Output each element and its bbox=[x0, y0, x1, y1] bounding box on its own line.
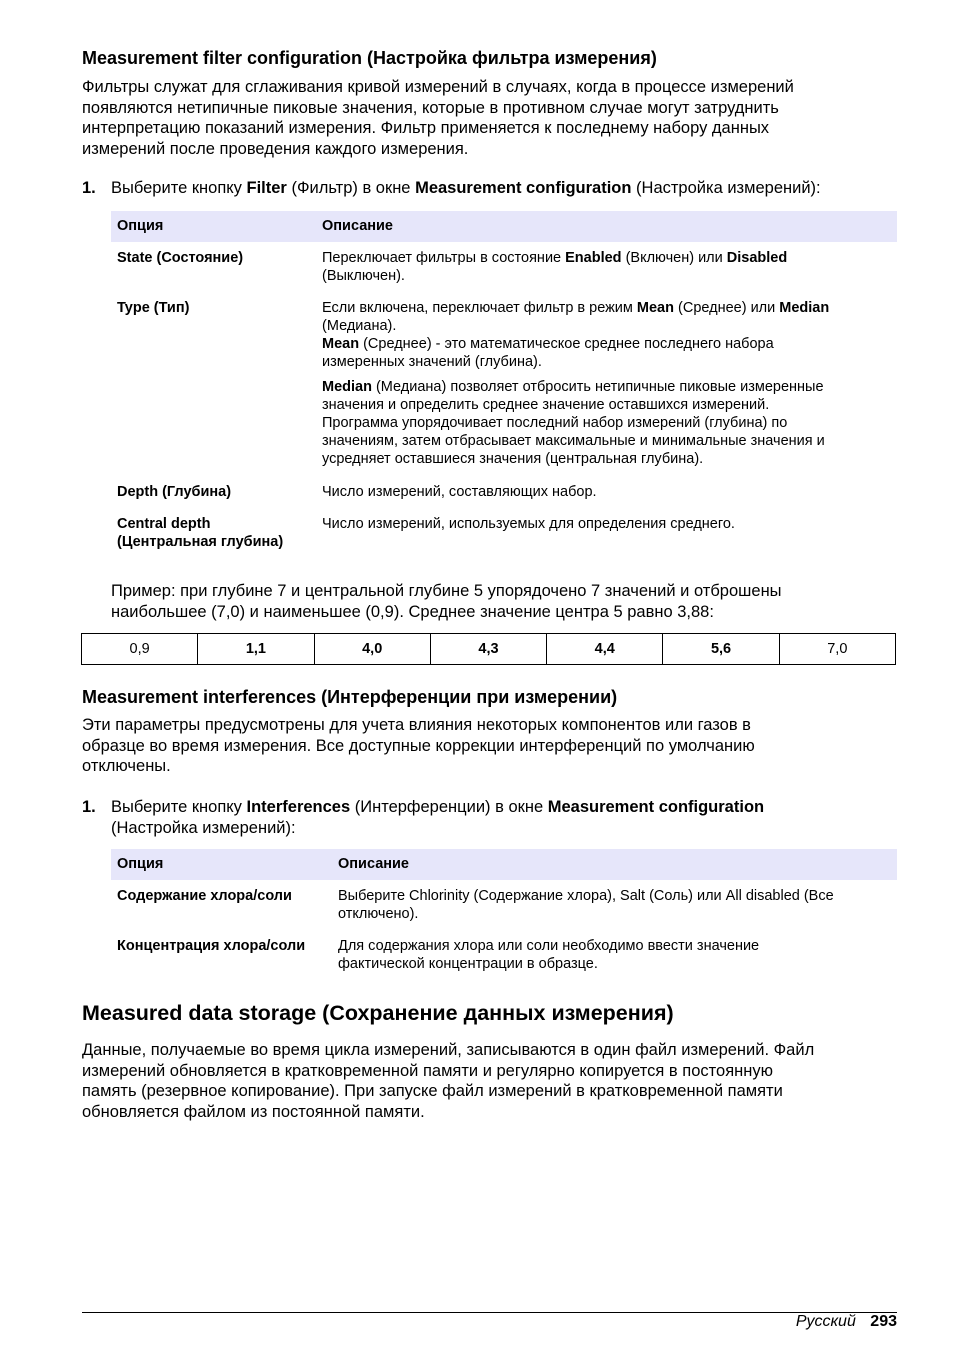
text-line: измерений после проведения каждого измерения. bbox=[82, 139, 469, 158]
sorted-values-table bbox=[81, 633, 896, 665]
footer-language: Русский bbox=[795, 1313, 856, 1330]
filter-options-table bbox=[111, 211, 897, 556]
table-header-row bbox=[111, 211, 897, 242]
page-number: 293 bbox=[870, 1313, 897, 1330]
interference-intro-paragraph bbox=[82, 715, 892, 777]
header-option: Опция bbox=[117, 218, 164, 234]
text-line: образце во время измерения. Все доступные коррекции интерференций по умолчанию bbox=[82, 736, 755, 755]
value-cell: 4,0 bbox=[314, 634, 430, 664]
text-line: измерений обновляется в кратковременной памяти и регулярно копируется в постоянную bbox=[82, 1061, 773, 1080]
description-type: Если включена, переключает фильтр в режим Mean (Среднее) или Median (Медиана). Mean (Среднее) - это математическое среднее последнего набора измеренных значений (глубина). bbox=[322, 300, 830, 370]
option-type: Type (Тип) bbox=[117, 300, 190, 316]
description-central-depth: Число измерений, используемых для определения среднего. bbox=[322, 516, 735, 532]
filter-section-title: Measurement filter configuration (Настройка фильтра измерения) bbox=[82, 48, 657, 68]
text-line: интерпретацию показаний измерения. Фильтр применяется к последнему набору данных bbox=[82, 119, 770, 137]
text-line: наибольшее (7,0) и наименьшее (0,9). Среднее значение центра 5 равно 3,88: bbox=[111, 602, 714, 621]
table-header-row bbox=[111, 849, 897, 880]
text-line: Эти параметры предусмотрены для учета влияния некоторых компонентов или газов в bbox=[82, 716, 751, 734]
option-chlorinity-salt-concentration: Концентрация хлора/соли bbox=[117, 938, 306, 954]
description-chlorinity-salt-content: Выберите Chlorinity (Содержание хлора), Salt (Соль) или All disabled (Все отключено). bbox=[338, 888, 834, 922]
example-paragraph bbox=[111, 581, 897, 622]
text-line: отключены. bbox=[82, 757, 171, 775]
description-depth: Число измерений, составляющих набор. bbox=[322, 484, 597, 500]
header-option: Опция bbox=[117, 856, 164, 872]
storage-section-title: Measured data storage (Сохранение данных измерения) bbox=[82, 1001, 674, 1025]
text-line: появляются нетипичные пиковые значения, которые в противном случае могут затруднить bbox=[82, 98, 779, 117]
step-number: 1. bbox=[82, 798, 96, 816]
value-cell: 7,0 bbox=[779, 634, 895, 664]
option-state: State (Состояние) bbox=[117, 250, 244, 266]
value-cell: 0,9 bbox=[129, 641, 150, 657]
description-state: Переключает фильтры в состояние Enabled (Включен) или Disabled (Выключен). bbox=[322, 250, 788, 284]
step-text: Выберите кнопку Filter (Фильтр) в окне Measurement configuration (Настройка измерений): bbox=[111, 179, 821, 197]
step-text: Выберите кнопку Interferences (Интерференции) в окне Measurement configuration (Настройка измерений): bbox=[111, 798, 765, 837]
text-line: Данные, получаемые во время цикла измерений, записываются в один файл измерений. Файл bbox=[82, 1041, 815, 1059]
header-description: Описание bbox=[338, 856, 409, 872]
option-depth: Depth (Глубина) bbox=[117, 484, 232, 500]
value-cell: 4,4 bbox=[546, 634, 662, 664]
description-chlorinity-salt-concentration: Для содержания хлора или соли необходимо ввести значение фактической концентрации в образце. bbox=[338, 938, 760, 972]
text-line: Фильтры служат для сглаживания кривой измерений в случаях, когда в процессе измерений bbox=[82, 78, 794, 96]
option-central-depth: Central depth (Центральная глубина) bbox=[117, 516, 284, 550]
value-cell: 4,3 bbox=[430, 634, 546, 664]
description-type-median: Median (Медиана) позволяет отбросить нетипичные пиковые измеренные значения и определить среднее значение оставшихся измерений. Программа упорядочивает последний набор измерений (глубина) по значениям, затем отбрасывает максимальные и минимальные значения и усредняет оставшиеся значения (центральная глубина). bbox=[322, 379, 825, 467]
option-chlorinity-salt-content: Содержание хлора/соли bbox=[117, 888, 292, 904]
value-cell: 5,6 bbox=[662, 634, 778, 664]
footer-divider bbox=[82, 1312, 897, 1313]
filter-intro-paragraph bbox=[82, 77, 892, 159]
text-line: обновляется файлом из постоянной памяти. bbox=[82, 1102, 425, 1121]
page-footer bbox=[796, 1312, 897, 1332]
text-line: память (резервное копирование). При запуске файл измерений в кратковременной памяти bbox=[82, 1082, 783, 1100]
interference-options-table bbox=[111, 849, 897, 979]
storage-paragraph bbox=[82, 1040, 892, 1122]
value-cell: 1,1 bbox=[197, 634, 313, 664]
step-number: 1. bbox=[82, 179, 96, 197]
interference-section-title: Measurement interferences (Интерференции при измерении) bbox=[82, 687, 618, 707]
interference-step-1 bbox=[82, 797, 897, 839]
text-line: Пример: при глубине 7 и центральной глубине 5 упорядочено 7 значений и отброшены bbox=[111, 582, 782, 600]
header-description: Описание bbox=[322, 218, 393, 234]
